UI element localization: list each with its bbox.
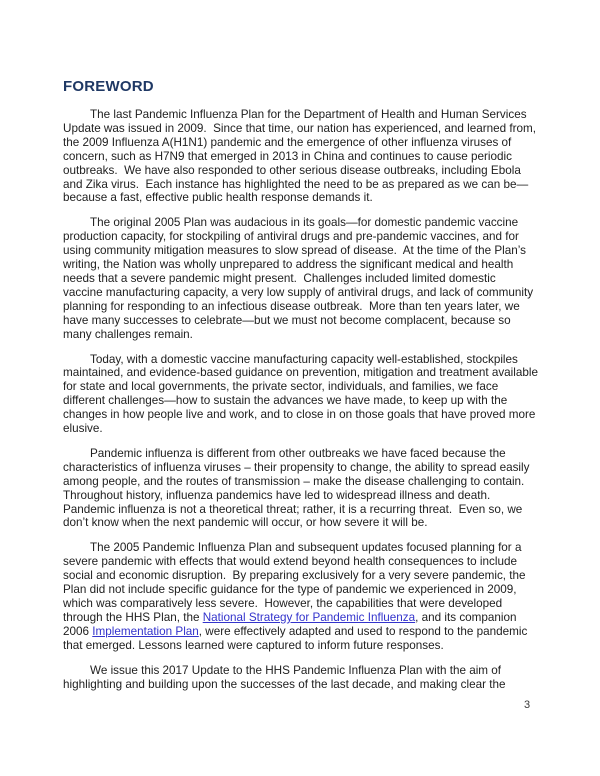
paragraph — [63, 541, 538, 652]
text-run: Today, with a domestic vaccine manufacturing capacity well-established, stockpiles maintained, and evidence-based guidance on prevention, mitigation and treatment available for state and local governments, the private sector, individuals, and families, we face different challenges—how to sustain the advances we have made, to keep up with the changes in how people live and work, and to close in on those goals that have proved more elusive. — [63, 352, 542, 436]
paragraph — [63, 352, 542, 436]
text-run: The last Pandemic Influenza Plan for the Department of Health and Human Services Update was issued in 2009. Since that time, our nation has experienced, and learned from, the 2009 Influenza A(H1N1) pandemic and the emergence of other influenza viruses of concern, such as H7N9 that emerged in 2013 in China and continues to cause periodic outbreaks. We have also responded to other serious disease outbreaks, including Ebola and Zika virus. Each instance has highlighted the need to be as prepared as we can be—because a fast, effective public health response demands it. — [63, 108, 540, 205]
text-run: We issue this 2017 Update to the HHS Pandemic Influenza Plan with the aim of highlighting and building upon the successes of the last decade, and making clear the — [63, 663, 506, 691]
text-run: The original 2005 Plan was audacious in its goals—for domestic pandemic vaccine production capacity, for stockpiling of antiviral drugs and pre-pandemic vaccines, and for using community mitigation measures to slow spread of disease. At the time of the Plan’s writing, the Nation was wholly unprepared to address the significant medical and health needs that a severe pandemic might present. Challenges included limited domestic vaccine manufacturing capacity, a very low supply of antiviral drugs, and lack of community planning for responding to an infectious disease outbreak. More than ten years later, we have many successes to celebrate—but we must not become complacent, because so many challenges remain. — [63, 216, 537, 341]
text-run: , were effectively adapted and used to respond to the pandemic that emerged. Lessons learned were captured to inform future responses. — [63, 624, 531, 652]
national-strategy-link[interactable]: National Strategy for Pandemic Influenza — [202, 610, 416, 624]
paragraph — [63, 108, 538, 205]
document-body — [63, 108, 542, 691]
text-run: The 2005 Pandemic Influenza Plan and subsequent updates focused planning for a severe pandemic with effects that would extend beyond health consequences to include social and economic disruption. By preparing exclusively for a very severe pandemic, the Plan did not include specific guidance for the type of pandemic we experienced in 2009, which was comparatively less severe. However, the capabilities that were developed through the HHS Plan, the — [63, 541, 529, 624]
paragraph — [63, 664, 538, 692]
page-number: 3 — [524, 699, 531, 711]
implementation-plan-link[interactable]: Implementation Plan — [92, 624, 199, 638]
page-title: FOREWORD — [63, 78, 154, 95]
paragraph — [63, 447, 538, 530]
text-run: , and its companion 2006 — [63, 610, 520, 638]
text-run: Pandemic influenza is different from other outbreaks we have faced because the characteristics of influenza viruses – their propensity to change, the ability to spread easily among people, and the routes of transmission – make the disease challenging to contain. Throughout history, influenza pandemics have led to widespread illness and death. Pandemic influenza is not a theoretical threat; rather, it is a recurring threat. Even so, we don’t know when the next pandemic will occur, or how severe it will be. — [63, 446, 533, 530]
paragraph — [63, 216, 538, 341]
